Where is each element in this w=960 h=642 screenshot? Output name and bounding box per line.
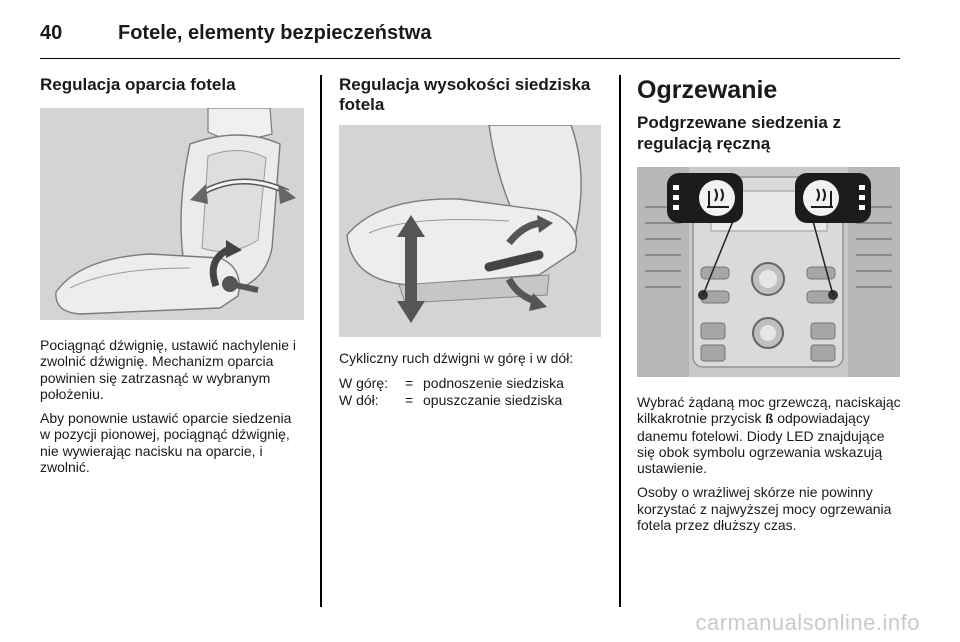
- heated-seat-buttons-illustration: [637, 167, 900, 377]
- legend-key: W dół:: [339, 391, 379, 408]
- paragraph: [637, 394, 903, 476]
- section-heading: Ogrzewanie: [637, 76, 778, 104]
- legend-equals: =: [405, 391, 414, 408]
- section-backrest: [40, 75, 304, 475]
- legend-value: opuszczanie siedziska: [423, 391, 563, 408]
- subsection-heading: Podgrzewane siedzenia z regulacją ręczną: [637, 113, 842, 153]
- paragraph: Pociągnąć dźwignię, ustawić nachylenie i zwolnić dźwignię. Mechanizm oparcia powinien się zatrzasnąć w wybranym położeniu.: [40, 337, 297, 402]
- legend-row: [339, 375, 564, 391]
- legend-key: W górę:: [339, 375, 389, 392]
- section-heading: Regulacja wysokości siedziska fotela: [339, 75, 591, 114]
- column-divider: [619, 75, 621, 607]
- backrest-illustration: [40, 108, 304, 320]
- watermark: carmanualsonline.info: [695, 610, 920, 635]
- text-run: Wybrać żądaną moc grzewczą, naciskając kilkakrotnie przycisk: [637, 394, 901, 427]
- legend-row: [339, 392, 564, 408]
- legend-value: podnoszenie siedziska: [423, 375, 564, 392]
- column-divider: [320, 75, 322, 607]
- paragraph: Cykliczny ruch dźwigni w górę i w dół:: [339, 350, 574, 366]
- legend-equals: =: [405, 375, 414, 392]
- page-header: [40, 18, 900, 59]
- section-seat-height: [339, 75, 605, 408]
- section-heading: Regulacja oparcia fotela: [40, 75, 236, 94]
- seat-heating-icon: ß: [765, 411, 774, 427]
- legend-table: [339, 375, 564, 408]
- paragraph: Aby ponownie ustawić oparcie siedzenia w pozycji pionowej, pociągnąć dźwignię, nie wywierając nacisku na oparcie, i zwolnić.: [40, 410, 292, 476]
- section-heating: [637, 75, 903, 533]
- page-number: 40: [40, 22, 63, 44]
- seat-height-illustration: [339, 125, 601, 337]
- chapter-title: Fotele, elementy bezpieczeństwa: [118, 22, 432, 44]
- text-run: odpowiadający danemu fotelowi. Diody LED znajdujące się obok symbolu ogrzewania wskazują ustawienie.: [637, 410, 885, 477]
- paragraph: Osoby o wrażliwej skórze nie powinny korzystać z najwyższej mocy ogrzewania fotela przez dłuższy czas.: [637, 484, 892, 534]
